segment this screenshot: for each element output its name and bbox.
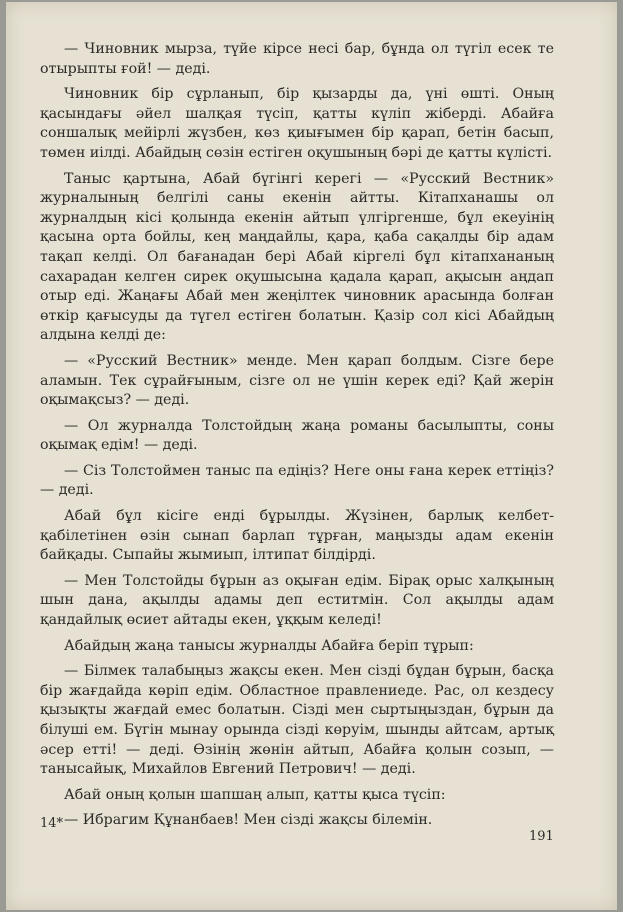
signature-mark: 14* bbox=[40, 816, 64, 831]
paragraph-9: Абайдың жаңа танысы журналды Абайға беріп тұрып: bbox=[64, 637, 474, 654]
paragraph-2: Чиновник бір сұрланып, бір қызарды да, үні өшті. Оның қасындағы әйел шалқая түсіп, қатты күліп жіберді. Абайға соншалық мейірлі жүзбен, көз қиығымен бір қарап, бетін басып, төмен иілді. Абайдың сөзін естіген оқушының бәрі де қатты күлісті. bbox=[40, 86, 554, 161]
paragraph-7: Абай бұл кісіге енді бұрылды. Жүзінен, барлық келбет-қабілетінен өзін сынап барлап тұрған, маңызды адам екенін байқады. Сыпайы жымиып, ілтипат білдірді. bbox=[40, 508, 554, 564]
paragraph-11: Абай оның қолын шапшаң алып, қатты қыса түсіп: bbox=[64, 786, 446, 803]
paragraph-8: — Мен Толстойды бұрын аз оқыған едім. Бірақ орыс халқының шын дана, ақылды адамы деп еститмін. Сол ақылды адам қандайлық өсиет айтады екен, ұққым келеді! bbox=[40, 572, 554, 629]
body-text bbox=[40, 40, 554, 831]
paragraph-1: — Чиновник мырза, түйе кірсе несі бар, бұнда ол түгіл есек те отырыпты ғой! — деді. bbox=[40, 41, 554, 77]
paragraph-4: — «Русский Вестник» менде. Мен қарап болдым. Сізге бере аламын. Тек сұрайғыным, сізге ол не үшін керек еді? Қай жерін оқымақсыз? — деді. bbox=[40, 352, 554, 409]
page-number: 191 bbox=[529, 829, 554, 844]
book-page bbox=[6, 2, 617, 910]
paragraph-6: — Сіз Толстоймен таныс па едіңіз? Неге оны ғана керек еттіңіз? — деді. bbox=[40, 462, 554, 499]
paragraph-12: — Ибрагим Құнанбаев! Мен сізді жақсы білемін. bbox=[64, 812, 433, 829]
paragraph-5: — Ол журналда Толстойдың жаңа романы басылыпты, соны оқымақ едім! — деді. bbox=[40, 417, 554, 454]
paragraph-10: — Білмек талабыңыз жақсы екен. Мен сізді бұдан бұрын, басқа бір жағдайда көріп едім. Областное правлениеде. Рас, ол кездесу қызықты жағдай емес болатын. Сізді мен сыртыңыздан, бұрын да білуші ем. Бүгін мынау орында сізді көруім, шынды айтсам, артық әсер етті! — деді. Өзінің жөнін айтып, Абайға қолын созып, — танысайық, Михайлов Евгений Петрович! — деді. bbox=[40, 663, 554, 778]
paragraph-3: Таныс қартына, Абай бүгінгі керегі — «Русский Вестник» журналының белгілі саны екенін айтты. Кітапханашы ол журналдың кісі қолында екенін айтып үлгіргенше, бұл екеуінің қасына орта бойлы, кең маңдайлы, қара, қаба сақалды бір адам тақап келді. Ол бағанадан бері Абай кіргелі бұл кітапхананың сахарадан келген сирек оқушысына қадала қарап, ақысын аңдап отыр еді. Жаңағы Абай мен жеңілтек чиновник арасында болған өткір қағысуды да түгел естіген болатын. Қазір сол кісі Абайдың алдына келді де: bbox=[40, 170, 554, 344]
